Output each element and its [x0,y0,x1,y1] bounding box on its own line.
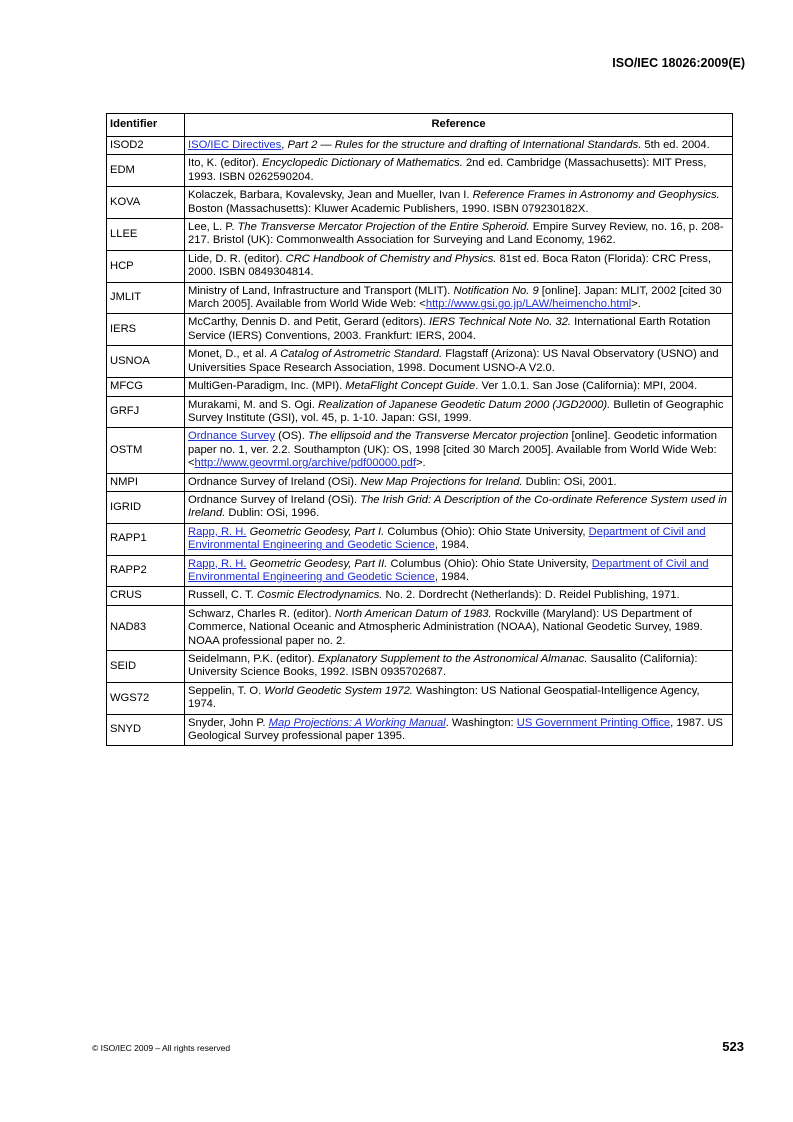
reference-link[interactable]: Rapp, R. H. [188,525,247,538]
reference-segment: Lee, L. P. [188,221,238,234]
table-row [107,428,733,473]
reference-title: The ellipsoid and the Transverse Mercator projection [308,430,569,443]
reference-segment: (OS). [275,430,309,443]
reference-title: Geometric Geodesy, Part II. [249,557,388,570]
reference-title: Realization of Japanese Geodetic Datum 2000 (JGD2000). [317,398,611,411]
reference-title: CRC Handbook of Chemistry and Physics. [285,252,497,265]
reference-segment: >. [631,298,641,311]
table-row [107,378,733,396]
reference-identifier: RAPP1 [107,523,185,555]
reference-identifier: OSTM [107,428,185,473]
reference-segment: 5th ed. 2004. [641,139,710,151]
reference-identifier: MFCG [107,378,185,396]
table-row [107,250,733,282]
reference-segment: Columbus (Ohio): Ohio State University, [384,525,589,538]
table-row [107,282,733,314]
reference-text [185,587,733,605]
reference-link[interactable]: http://www.gsi.go.jp/LAW/heimencho.html [425,298,632,311]
reference-segment: Murakami, M. and S. Ogi. [188,398,318,411]
table-row [107,346,733,378]
reference-segment: Dublin: OSi, 1996. [225,507,320,520]
table-header-row [107,114,733,137]
reference-segment: Washington: US National Geospatial-Intelligence Agency, 1974. [188,684,700,711]
reference-segment: MultiGen-Paradigm, Inc. (MPI). [188,380,346,393]
table-row [107,491,733,523]
reference-column-header: Reference [185,114,733,137]
reference-segment: Empire Survey Review, no. 16, p. 208-217. Bristol (UK): Commonwealth Association for Surveying and Land Economy, 1962. [188,221,724,247]
reference-title: Reference Frames in Astronomy and Geophysics. [472,189,720,202]
reference-segment: Ministry of Land, Infrastructure and Transport (MLIT). [188,284,454,297]
reference-text [185,378,733,396]
reference-segment: , [281,139,288,151]
reference-segment: >. [415,457,426,470]
table-row [107,137,733,155]
reference-segment: Ordnance Survey of Ireland (OSi). [188,475,361,488]
reference-text [185,219,733,251]
reference-link[interactable]: US Government Printing Office [516,716,671,729]
reference-text [185,346,733,378]
reference-segment: , 1984. [434,570,470,583]
reference-segment: Sausalito (California): University Science Books, 1992. ISBN 0935702687. [188,653,698,679]
table-row [107,396,733,428]
reference-title: The Transverse Mercator Projection of the Entire Spheroid. [237,221,530,234]
table-row [107,523,733,555]
table-row [107,587,733,605]
reference-segment: , 1987. US Geological Survey professional paper 1395. [188,716,724,743]
table-row [107,682,733,714]
reference-segment: Schwarz, Charles R. (editor). [188,607,335,620]
copyright-notice: © ISO/IEC 2009 – All rights reserved [92,1043,231,1053]
reference-segment: No. 2. Dordrecht (Netherlands): D. Reidel Publishing, 1971. [382,589,680,602]
reference-segment: Monet, D., et al. [188,348,271,361]
reference-title: Part 2 — Rules for the structure and drafting of International Standards. [287,139,642,151]
reference-text [185,682,733,714]
reference-identifier: IERS [107,314,185,346]
reference-text [185,523,733,555]
page-number: 523 [722,1039,744,1054]
reference-text [185,651,733,683]
reference-text [185,155,733,187]
reference-text [185,282,733,314]
table-row [107,714,733,746]
table-row [107,473,733,491]
reference-text [185,714,733,746]
reference-title: The Irish Grid: A Description of the Co-ordinate Reference System used in Ireland. [188,493,727,520]
reference-identifier: ISOD2 [107,137,185,155]
reference-segment: , 1984. [434,539,470,552]
reference-link[interactable]: Department of Civil and Environmental Engineering and Geodetic Science [188,525,706,552]
reference-text [185,555,733,587]
table-row [107,651,733,683]
reference-identifier: HCP [107,250,185,282]
table-row [107,555,733,587]
reference-segment: Seppelin, T. O. [188,684,265,697]
reference-link[interactable]: ISO/IEC Directives [188,139,282,151]
reference-text [185,250,733,282]
reference-segment: Kolaczek, Barbara, Kovalevsky, Jean and Mueller, Ivan I. [188,189,473,202]
reference-title: Explanatory Supplement to the Astronomical Almanac. [317,653,588,665]
reference-title: Geometric Geodesy, Part I. [249,525,385,538]
reference-segment: Seidelmann, P.K. (editor). [188,653,318,665]
reference-link[interactable]: Ordnance Survey [188,430,276,443]
reference-segment: McCarthy, Dennis D. and Petit, Gerard (editors). [188,316,430,329]
reference-link[interactable]: http://www.geovrml.org/archive/pdf00000.pdf [194,457,416,470]
references-body [107,137,733,746]
reference-segment: 81st ed. Boca Raton (Florida): CRC Press, 2000. ISBN 0849304814. [188,252,711,279]
table-row [107,314,733,346]
reference-segment: Ito, K. (editor). [188,157,262,170]
reference-segment: International Earth Rotation Service (IERS) Conventions, 2003. Frankfurt: IERS, 2004. [188,316,711,342]
reference-title: MetaFlight Concept Guide [345,380,476,393]
reference-identifier: SEID [107,651,185,683]
reference-link[interactable]: Department of Civil and Environmental Engineering and Geodetic Science [188,557,709,583]
reference-segment: Dublin: OSi, 2001. [522,475,617,488]
reference-text [185,473,733,491]
reference-link[interactable]: Rapp, R. H. [188,557,247,570]
reference-text [185,428,733,473]
reference-title: IERS Technical Note No. 32. [429,316,572,329]
reference-link[interactable]: Map Projections: A Working Manual [268,716,446,729]
reference-segment: Flagstaff (Arizona): US Naval Observatory (USNO) and Universities Space Research Association, 1998. Document USNO-A V2.0. [188,348,719,374]
reference-title: Encyclopedic Dictionary of Mathematics. [262,157,463,170]
reference-text [185,187,733,219]
reference-identifier: IGRID [107,491,185,523]
reference-title: Cosmic Electrodynamics. [256,589,383,602]
reference-title: A Catalog of Astrometric Standard. [270,348,443,361]
reference-segment: Russell, C. T. [188,589,257,602]
table-row [107,187,733,219]
reference-segment: Boston (Massachusetts): Kluwer Academic Publishers, 1990. ISBN 079230182X. [188,202,589,215]
reference-identifier: NMPI [107,473,185,491]
identifier-column-header: Identifier [107,114,185,137]
reference-identifier: WGS72 [107,682,185,714]
reference-segment: . Ver 1.0.1. San Jose (California): MPI, 2004. [475,380,698,393]
reference-segment: 2nd ed. Cambridge (Massachusetts): MIT Press, 1993. ISBN 0262590204. [188,157,707,183]
reference-identifier: CRUS [107,587,185,605]
reference-segment: Lide, D. R. (editor). [188,252,286,265]
reference-identifier: GRFJ [107,396,185,428]
reference-text [185,137,733,155]
reference-identifier: JMLIT [107,282,185,314]
reference-segment: Columbus (Ohio): Ohio State University, [387,557,592,570]
table-row [107,219,733,251]
reference-title: Notification No. 9 [453,284,539,297]
reference-text [185,314,733,346]
references-table [106,113,733,746]
reference-identifier: EDM [107,155,185,187]
table-row [107,155,733,187]
reference-segment: Snyder, John P. [188,716,269,729]
reference-identifier: KOVA [107,187,185,219]
reference-text [185,491,733,523]
document-identifier: ISO/IEC 18026:2009(E) [612,56,745,70]
reference-identifier: RAPP2 [107,555,185,587]
reference-identifier: SNYD [107,714,185,746]
reference-segment: [online]. Japan: MLIT, 2002 [cited 30 March 2005]. Available from World Wide Web: < [188,284,722,311]
reference-identifier: LLEE [107,219,185,251]
reference-title: New Map Projections for Ireland. [360,475,523,488]
reference-segment: Rockville (Maryland): US Department of Commerce, National Oceanic and Atmospheric Administration (NOAA), National Geodetic Survey, 1989. NOAA professional paper no. 2. [188,607,703,647]
reference-title: North American Datum of 1983. [334,607,492,620]
reference-segment: . Washington: [445,716,517,729]
reference-identifier: NAD83 [107,605,185,650]
reference-identifier: USNOA [107,346,185,378]
reference-text [185,605,733,650]
reference-title: World Geodetic System 1972. [264,684,413,697]
reference-segment: [online]. Geodetic information paper no. 1, ver. 2.2. Southampton (UK): OS, 1998 [cited 30 March 2005]. Available from World Wide Web: < [188,430,717,470]
reference-segment: Ordnance Survey of Ireland (OSi). [188,493,361,506]
reference-segment: Bulletin of Geographic Survey Institute (GSI), vol. 45, p. 1-10. Japan: GSI, 1999. [188,398,724,424]
reference-text [185,396,733,428]
table-row [107,605,733,650]
